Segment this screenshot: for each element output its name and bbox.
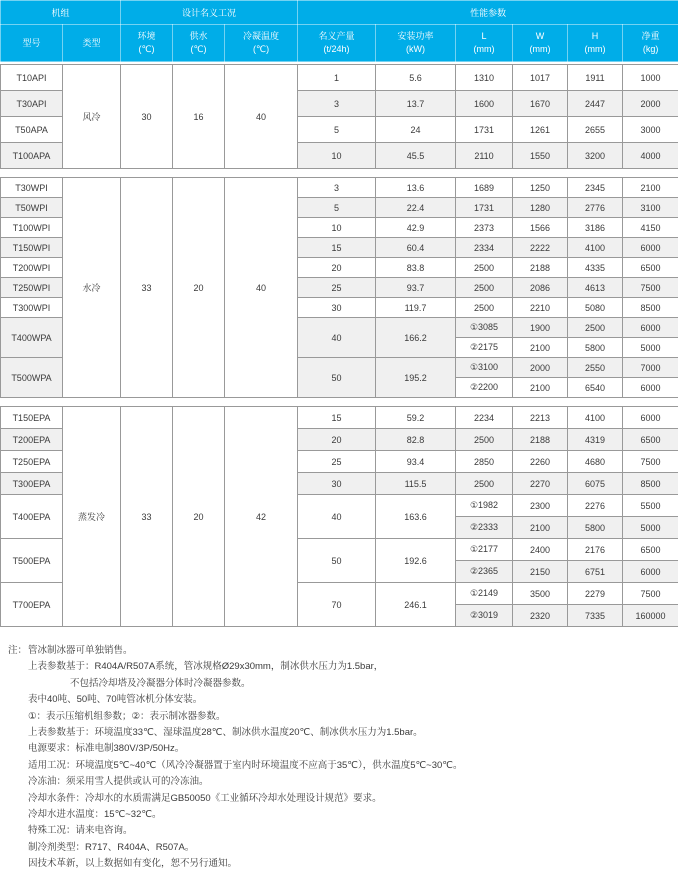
height-cell: 2655	[568, 117, 623, 143]
note-line	[8, 823, 678, 839]
capacity-cell: 50	[298, 358, 376, 398]
header-column-unit: (℃)	[225, 43, 297, 56]
weight-cell: 6000	[623, 378, 678, 398]
model-cell: T700EPA	[1, 583, 63, 627]
height-cell: 6751	[568, 561, 623, 583]
width-cell: 1550	[513, 143, 568, 169]
height-cell: 1911	[568, 65, 623, 91]
capacity-cell: 40	[298, 495, 376, 539]
header-column-cell	[63, 25, 121, 62]
width-cell: 1900	[513, 318, 568, 338]
header-column-cell	[513, 25, 568, 62]
header-column-cell	[121, 25, 173, 62]
model-cell: T300WPI	[1, 298, 63, 318]
table-row	[1, 65, 678, 91]
capacity-cell: 40	[298, 318, 376, 358]
note-line	[8, 692, 678, 708]
weight-cell: 2000	[623, 91, 678, 117]
height-cell: 5800	[568, 517, 623, 539]
power-cell: 246.1	[376, 583, 456, 627]
model-cell: T400WPA	[1, 318, 63, 358]
height-cell: 5080	[568, 298, 623, 318]
model-cell: T30API	[1, 91, 63, 117]
capacity-cell: 10	[298, 143, 376, 169]
length-cell: 2500	[456, 298, 513, 318]
weight-cell: 5500	[623, 495, 678, 517]
note-text: 表中40吨、50吨、70吨管冰机分体安装。	[28, 694, 202, 705]
width-cell: 3500	[513, 583, 568, 605]
note-line	[8, 758, 678, 774]
weight-cell: 5000	[623, 517, 678, 539]
weight-cell: 6000	[623, 238, 678, 258]
note-text: 制冷剂类型：R717、R404A、R507A。	[28, 842, 194, 853]
power-cell: 195.2	[376, 358, 456, 398]
weight-cell: 7000	[623, 358, 678, 378]
header-column-unit: (t/24h)	[298, 43, 375, 56]
height-cell: 7335	[568, 605, 623, 627]
capacity-cell: 15	[298, 407, 376, 429]
capacity-cell: 3	[298, 91, 376, 117]
length-cell: 2500	[456, 473, 513, 495]
header-column-unit: (mm)	[568, 43, 622, 56]
width-cell: 2188	[513, 429, 568, 451]
weight-cell: 8500	[623, 298, 678, 318]
header-column-cell	[173, 25, 225, 62]
capacity-cell: 10	[298, 218, 376, 238]
weight-cell: 7500	[623, 583, 678, 605]
model-cell: T150EPA	[1, 407, 63, 429]
length-cell: ②2333	[456, 517, 513, 539]
note-text: 冷冻油：须采用雪人提供或认可的冷冻油。	[28, 776, 209, 787]
header-group-cell: 机组	[1, 1, 121, 25]
power-cell: 60.4	[376, 238, 456, 258]
header-column-cell	[568, 25, 623, 62]
capacity-cell: 20	[298, 258, 376, 278]
height-cell: 2176	[568, 539, 623, 561]
power-cell: 13.6	[376, 178, 456, 198]
length-cell: 1731	[456, 198, 513, 218]
power-cell: 22.4	[376, 198, 456, 218]
note-text: 冷却水进水温度：15℃~32℃。	[28, 809, 162, 820]
model-cell: T100APA	[1, 143, 63, 169]
model-cell: T500EPA	[1, 539, 63, 583]
note-line	[8, 774, 678, 790]
length-cell: 1600	[456, 91, 513, 117]
length-cell: ①1982	[456, 495, 513, 517]
condensing-cell: 40	[225, 65, 298, 169]
width-cell: 1280	[513, 198, 568, 218]
length-cell: 2500	[456, 429, 513, 451]
power-cell: 93.4	[376, 451, 456, 473]
height-cell: 4335	[568, 258, 623, 278]
width-cell: 2210	[513, 298, 568, 318]
note-text: 电源要求：标准电制380V/3P/50Hz。	[28, 743, 184, 754]
capacity-cell: 3	[298, 178, 376, 198]
power-cell: 115.5	[376, 473, 456, 495]
height-cell: 2345	[568, 178, 623, 198]
weight-cell: 4150	[623, 218, 678, 238]
length-cell: ②2365	[456, 561, 513, 583]
weight-cell: 6500	[623, 539, 678, 561]
note-text: ①：表示压缩机组参数；②：表示制冰器参数。	[28, 711, 226, 722]
weight-cell: 1000	[623, 65, 678, 91]
length-cell: 2373	[456, 218, 513, 238]
header-column-label: 供水	[173, 30, 224, 43]
weight-cell: 7500	[623, 451, 678, 473]
length-cell: 2334	[456, 238, 513, 258]
weight-cell: 5000	[623, 338, 678, 358]
height-cell: 2776	[568, 198, 623, 218]
weight-cell: 6000	[623, 407, 678, 429]
capacity-cell: 30	[298, 473, 376, 495]
weight-cell: 8500	[623, 473, 678, 495]
note-text: 上表参数基于：环境温度33℃、湿球温度28℃、制冰供水温度20℃、制冰供水压力为1.5bar。	[28, 727, 423, 738]
power-cell: 59.2	[376, 407, 456, 429]
header-column-label: W	[513, 30, 567, 43]
note-text: 适用工况：环境温度5℃~40℃（风冷冷凝器置于室内时环境温度不应高于35℃），供水温度5℃~30℃。	[28, 760, 462, 771]
note-text: 因技术革新，以上数据如有变化，恕不另行通知。	[28, 858, 237, 869]
width-cell: 2222	[513, 238, 568, 258]
spec-table-block-air-cooled	[0, 64, 678, 169]
weight-cell: 160000	[623, 605, 678, 627]
note-line	[8, 791, 678, 807]
header-group-cell: 设计名义工况	[121, 1, 298, 25]
ambient-cell: 33	[121, 407, 173, 627]
header-column-label: H	[568, 30, 622, 43]
width-cell: 2100	[513, 338, 568, 358]
model-cell: T30WPI	[1, 178, 63, 198]
header-column-cell	[1, 25, 63, 62]
height-cell: 4319	[568, 429, 623, 451]
weight-cell: 6000	[623, 561, 678, 583]
height-cell: 4680	[568, 451, 623, 473]
model-cell: T50WPI	[1, 198, 63, 218]
model-cell: T250EPA	[1, 451, 63, 473]
power-cell: 119.7	[376, 298, 456, 318]
capacity-cell: 70	[298, 583, 376, 627]
width-cell: 2213	[513, 407, 568, 429]
weight-cell: 7500	[623, 278, 678, 298]
type-cell: 蒸发冷	[63, 407, 121, 627]
width-cell: 2100	[513, 517, 568, 539]
power-cell: 82.8	[376, 429, 456, 451]
power-cell: 93.7	[376, 278, 456, 298]
length-cell: ①2149	[456, 583, 513, 605]
note-line	[8, 840, 678, 856]
model-cell: T200EPA	[1, 429, 63, 451]
length-cell: ①2177	[456, 539, 513, 561]
height-cell: 2279	[568, 583, 623, 605]
header-group-cell: 性能参数	[298, 1, 678, 25]
length-cell: ①3100	[456, 358, 513, 378]
power-cell: 42.9	[376, 218, 456, 238]
length-cell: 1689	[456, 178, 513, 198]
header-column-cell	[376, 25, 456, 62]
type-cell: 风冷	[63, 65, 121, 169]
weight-cell: 4000	[623, 143, 678, 169]
height-cell: 2276	[568, 495, 623, 517]
height-cell: 2447	[568, 91, 623, 117]
height-cell: 2500	[568, 318, 623, 338]
width-cell: 1566	[513, 218, 568, 238]
width-cell: 2300	[513, 495, 568, 517]
model-cell: T250WPI	[1, 278, 63, 298]
length-cell: 2234	[456, 407, 513, 429]
header-column-label: 净重	[623, 30, 678, 43]
width-cell: 2270	[513, 473, 568, 495]
note-line	[8, 676, 678, 692]
note-line	[8, 741, 678, 757]
header-column-label: 名义产量	[298, 30, 375, 43]
width-cell: 2260	[513, 451, 568, 473]
height-cell: 6075	[568, 473, 623, 495]
width-cell: 1017	[513, 65, 568, 91]
header-column-label: 类型	[63, 37, 120, 50]
header-column-unit: (mm)	[456, 43, 512, 56]
weight-cell: 3100	[623, 198, 678, 218]
header-column-cell	[225, 25, 298, 62]
length-cell: 1310	[456, 65, 513, 91]
header-column-label: 环境	[121, 30, 172, 43]
length-cell: 2500	[456, 258, 513, 278]
spec-table-block-water-cooled	[0, 177, 678, 398]
note-line	[8, 807, 678, 823]
note-text: 冷却水条件：冷却水的水质需满足GB50050《工业循环冷却水处理设计规范》要求。	[28, 793, 382, 804]
length-cell: ②3019	[456, 605, 513, 627]
type-cell: 水冷	[63, 178, 121, 398]
width-cell: 2100	[513, 378, 568, 398]
capacity-cell: 5	[298, 198, 376, 218]
height-cell: 4100	[568, 407, 623, 429]
header-group-row	[1, 1, 678, 25]
model-cell: T400EPA	[1, 495, 63, 539]
width-cell: 2000	[513, 358, 568, 378]
power-cell: 45.5	[376, 143, 456, 169]
height-cell: 2550	[568, 358, 623, 378]
header-column-label: L	[456, 30, 512, 43]
condensing-cell: 42	[225, 407, 298, 627]
note-text: 上表参数基于：R404A/R507A系统，管冰规格Ø29x30mm，制冰供水压力为1.5bar，	[28, 661, 383, 672]
model-cell: T10API	[1, 65, 63, 91]
height-cell: 3200	[568, 143, 623, 169]
width-cell: 2086	[513, 278, 568, 298]
capacity-cell: 5	[298, 117, 376, 143]
header-column-cell	[456, 25, 513, 62]
weight-cell: 3000	[623, 117, 678, 143]
header-column-label: 安装功率	[376, 30, 455, 43]
model-cell: T150WPI	[1, 238, 63, 258]
capacity-cell: 50	[298, 539, 376, 583]
model-cell: T200WPI	[1, 258, 63, 278]
width-cell: 1250	[513, 178, 568, 198]
header-column-label: 型号	[1, 37, 62, 50]
header-column-cell	[298, 25, 376, 62]
height-cell: 5800	[568, 338, 623, 358]
supply-cell: 16	[173, 65, 225, 169]
model-cell: T300EPA	[1, 473, 63, 495]
height-cell: 4100	[568, 238, 623, 258]
length-cell: 2850	[456, 451, 513, 473]
header-column-label: 冷凝温度	[225, 30, 297, 43]
length-cell: ②2175	[456, 338, 513, 358]
note-text: 管冰制冰器可单独销售。	[28, 645, 133, 656]
notes-section	[0, 635, 678, 873]
ambient-cell: 30	[121, 65, 173, 169]
length-cell: 2110	[456, 143, 513, 169]
table-row	[1, 178, 678, 198]
note-line	[8, 643, 678, 659]
power-cell: 192.6	[376, 539, 456, 583]
header-column-cell	[623, 25, 678, 62]
capacity-cell: 20	[298, 429, 376, 451]
capacity-cell: 30	[298, 298, 376, 318]
width-cell: 2188	[513, 258, 568, 278]
header-column-unit: (℃)	[173, 43, 224, 56]
height-cell: 6540	[568, 378, 623, 398]
header-columns-row	[1, 25, 678, 62]
ambient-cell: 33	[121, 178, 173, 398]
power-cell: 163.6	[376, 495, 456, 539]
header-column-unit: (℃)	[121, 43, 172, 56]
header-column-unit: (mm)	[513, 43, 567, 56]
capacity-cell: 25	[298, 451, 376, 473]
power-cell: 166.2	[376, 318, 456, 358]
note-line	[8, 659, 678, 675]
weight-cell: 6000	[623, 318, 678, 338]
height-cell: 4613	[568, 278, 623, 298]
model-cell: T100WPI	[1, 218, 63, 238]
capacity-cell: 1	[298, 65, 376, 91]
note-line	[8, 725, 678, 741]
length-cell: ①3085	[456, 318, 513, 338]
supply-cell: 20	[173, 407, 225, 627]
model-cell: T50APA	[1, 117, 63, 143]
length-cell: 2500	[456, 278, 513, 298]
note-text: 不包括冷却塔及冷凝器分体时冷凝器参数。	[70, 678, 251, 689]
power-cell: 83.8	[376, 258, 456, 278]
weight-cell: 2100	[623, 178, 678, 198]
spec-table-block-evaporative	[0, 406, 678, 627]
table-row	[1, 407, 678, 429]
note-prefix-label: 注：	[8, 643, 28, 659]
width-cell: 1670	[513, 91, 568, 117]
note-text: 特殊工况：请来电咨询。	[28, 825, 133, 836]
length-cell: ②2200	[456, 378, 513, 398]
width-cell: 1261	[513, 117, 568, 143]
width-cell: 2400	[513, 539, 568, 561]
length-cell: 1731	[456, 117, 513, 143]
model-cell: T500WPA	[1, 358, 63, 398]
height-cell: 3186	[568, 218, 623, 238]
weight-cell: 6500	[623, 258, 678, 278]
note-line	[8, 709, 678, 725]
width-cell: 2150	[513, 561, 568, 583]
power-cell: 5.6	[376, 65, 456, 91]
weight-cell: 6500	[623, 429, 678, 451]
width-cell: 2320	[513, 605, 568, 627]
power-cell: 24	[376, 117, 456, 143]
header-column-unit: (kg)	[623, 43, 678, 56]
supply-cell: 20	[173, 178, 225, 398]
header-column-unit: (kW)	[376, 43, 455, 56]
condensing-cell: 40	[225, 178, 298, 398]
power-cell: 13.7	[376, 91, 456, 117]
capacity-cell: 15	[298, 238, 376, 258]
capacity-cell: 25	[298, 278, 376, 298]
spec-table-header	[0, 0, 678, 62]
note-line	[8, 856, 678, 872]
